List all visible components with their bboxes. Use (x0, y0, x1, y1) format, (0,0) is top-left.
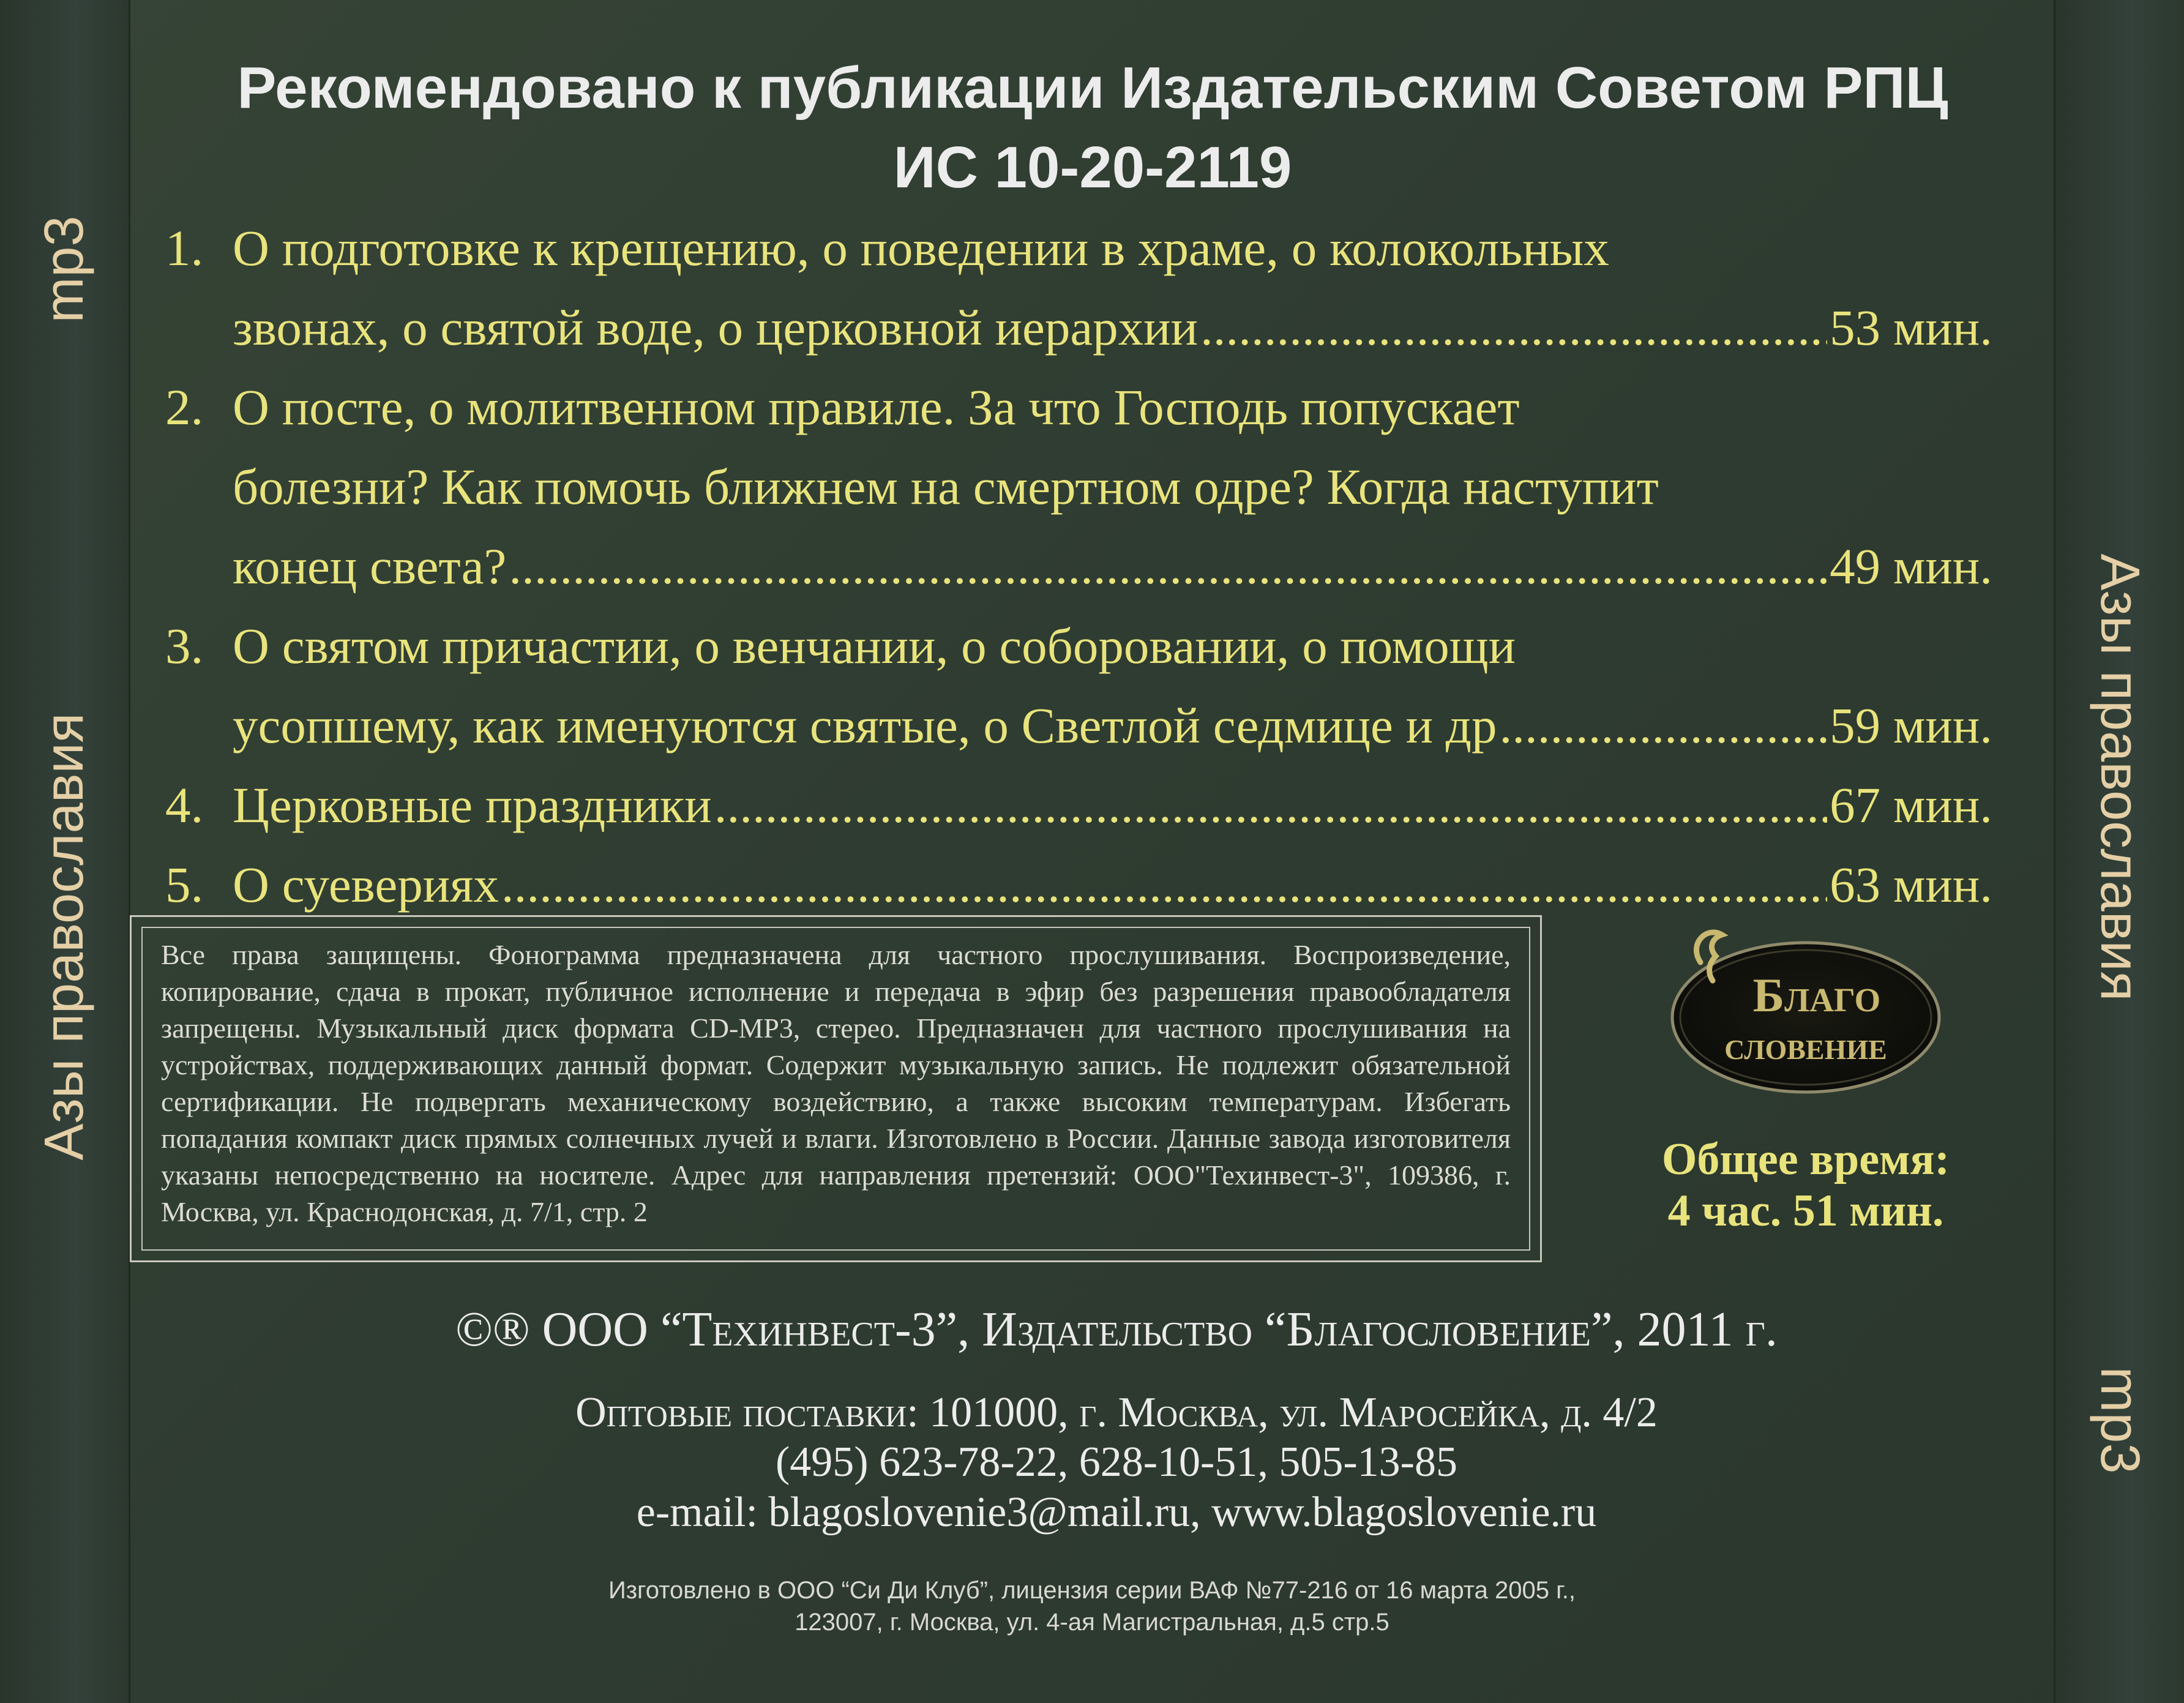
track-final-line (233, 288, 1992, 367)
track-title-line: усопшему, как именуются святые, о Светлой седмице и др (233, 697, 1497, 754)
manufacturer-address: 123007, г. Москва, ул. 4-ая Магистральная, д.5 стр.5 (795, 1609, 1389, 1636)
track-duration: 59 мин. (1830, 697, 1992, 754)
wholesale-address: Оптовые поставки: 101000, г. Москва, ул. Маросейка, д. 4/2 (575, 1389, 1658, 1436)
track-duration: 53 мин. (1830, 299, 1992, 356)
track-title-line: конец света? (233, 538, 507, 594)
blagoslovenie-logo (1664, 919, 1948, 1097)
track-title-line: О суевериях (233, 856, 499, 913)
right-spine-format: mp3 (2089, 1366, 2150, 1474)
track-title-line: звонах, о святой воде, о церковной иерархии (233, 299, 1198, 356)
track-title-line: О посте, о молитвенном правиле. За что Господь попускает (233, 379, 1520, 435)
left-spine-title: Азы православия (34, 713, 95, 1161)
track-list (165, 208, 1992, 924)
recommendation-line: Рекомендовано к публикации Издательским Советом РПЦ (237, 55, 1948, 121)
left-spine-format: mp3 (34, 215, 95, 323)
legal-notice-box (130, 915, 1542, 1262)
track-item (165, 208, 1992, 367)
track-final-line (233, 686, 1992, 765)
track-item (165, 606, 1992, 765)
dot-leader (1499, 686, 1827, 765)
publishing-council-code: ИС 10-20-2119 (893, 135, 1292, 200)
track-duration: 49 мин. (1830, 538, 1992, 594)
track-number: 4. (165, 777, 204, 833)
logo-word-bottom: словение (1724, 1024, 1887, 1068)
track-duration: 63 мин. (1830, 856, 1992, 913)
phone-numbers: (495) 623-78-22, 628-10-51, 505-13-85 (776, 1439, 1457, 1486)
dot-leader (509, 526, 1827, 606)
track-title-line: О святом причастии, о венчании, о соборовании, о помощи (233, 618, 1516, 674)
right-spine-title: Азы православия (2089, 553, 2150, 1001)
copyright-line: ©® ООО “Техинвест-3”, Издательство “Благословение”, 2011 г. (455, 1303, 1778, 1357)
logo-word-top: Благо (1752, 968, 1881, 1022)
legal-notice-text: Все права защищены. Фонограмма предназначена для частного прослушивания. Воспроизведение, копирование, сдача в прокат, публичное исполнение и передача в эфир без разрешения правообладателя запрещены. Музыкальный диск формата CD-MP3, стерео. Предназначен для частного прослушивания на устройствах, поддерживающих данный формат. Содержит музыкальную запись. Не подлежит обязательной сертификации. Не подвергать механическому воздействию, а также высоким температурам. Избегать попадания компакт диск прямых солнечных лучей и влаги. Изготовлено в России. Данные завода изготовителя указаны непосредственно на носителе. Адрес для направления претензий: ООО"Техинвест-3", 109386, г. Москва, ул. Краснодонская, д. 7/1, стр. 2 (141, 927, 1530, 1251)
total-time-value: 4 час. 51 мин. (1667, 1186, 1944, 1236)
track-title-line: Церковные праздники (233, 777, 712, 833)
track-item (165, 367, 1992, 606)
dot-leader (714, 765, 1827, 845)
manufacturer-license: Изготовлено в ООО “Си Ди Клуб”, лицензия серии ВАФ №77-216 от 16 марта 2005 г., (608, 1577, 1576, 1604)
dot-leader (1200, 288, 1827, 367)
dot-leader (501, 845, 1827, 924)
track-final-line (233, 765, 1992, 845)
track-number: 3. (165, 618, 204, 674)
track-title-line: болезни? Как помочь ближнем на смертном одре? Когда наступит (233, 458, 1659, 515)
track-item (165, 845, 1992, 924)
track-final-line (233, 845, 1992, 924)
track-number: 1. (165, 220, 204, 276)
total-time-label: Общее время: (1661, 1134, 1950, 1185)
track-item (165, 765, 1992, 845)
track-title-line: О подготовке к крещению, о поведении в храме, о колокольных (233, 220, 1609, 276)
track-number: 2. (165, 379, 204, 435)
track-number: 5. (165, 856, 204, 913)
email-website: e-mail: blagoslovenie3@mail.ru, www.blagoslovenie.ru (636, 1489, 1597, 1536)
track-duration: 67 мин. (1830, 777, 1992, 833)
track-final-line (233, 526, 1992, 606)
